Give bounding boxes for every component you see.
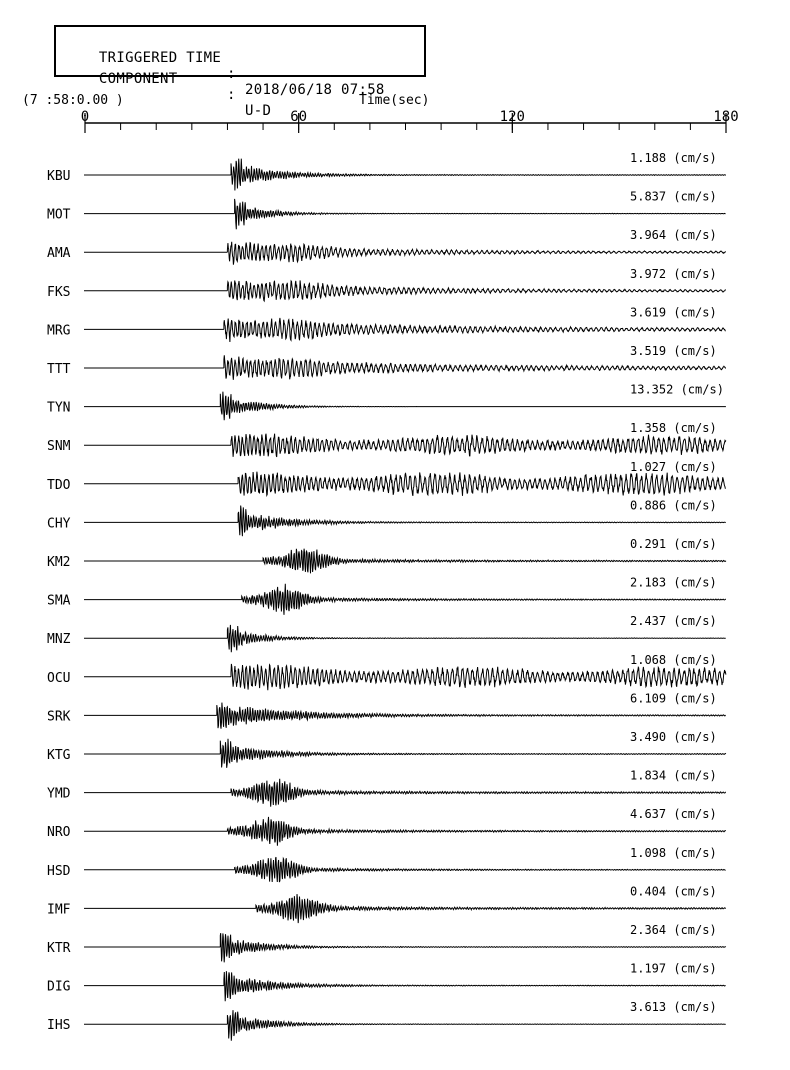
peak-amplitude-label: 13.352 (cm/s) [630,382,724,397]
peak-amplitude-label: 1.197 (cm/s) [630,961,717,976]
waveform-trace [227,817,725,846]
peak-amplitude-label: 2.183 (cm/s) [630,575,717,590]
triggered-time-separator: : [227,66,236,82]
x-tick-label: 120 [499,109,525,125]
component-value: U-D [245,103,272,119]
peak-amplitude-label: 3.519 (cm/s) [630,344,717,358]
peak-amplitude-label: 6.109 (cm/s) [630,691,717,706]
x-tick-label: 60 [290,109,308,125]
station-label: KTR [47,941,71,956]
station-label: SMA [47,593,71,609]
waveform-trace [227,625,725,652]
station-label: TTT [47,362,71,377]
peak-amplitude-label: 0.291 (cm/s) [630,537,717,551]
peak-amplitude-label: 1.834 (cm/s) [630,768,717,783]
station-label: MOT [47,207,71,223]
station-label: KBU [47,169,71,184]
station-label: IMF [47,902,71,918]
peak-amplitude-label: 1.098 (cm/s) [630,845,717,860]
waveform-trace [238,472,726,496]
waveform-trace [227,242,725,265]
waveform-trace [227,1010,725,1041]
station-label: MNZ [47,632,71,648]
peak-amplitude-label: 0.404 (cm/s) [630,884,717,899]
waveform-trace [256,894,726,923]
waveform-trace [235,857,726,882]
peak-amplitude-label: 3.972 (cm/s) [630,266,717,281]
station-label: TDO [47,477,71,493]
x-axis-title: Time(sec) [359,93,430,108]
station-label: MRG [47,323,71,339]
peak-amplitude-label: 2.364 (cm/s) [630,923,717,937]
peak-amplitude-label: 1.027 (cm/s) [630,459,717,474]
peak-amplitude-label: 0.886 (cm/s) [630,498,717,513]
x-tick-label: 180 [713,109,739,125]
waveform-trace [220,933,726,962]
waveform-trace [231,664,726,690]
peak-amplitude-label: 5.837 (cm/s) [630,189,717,204]
start-time-label: (7 :58:0.00 ) [22,93,124,108]
peak-amplitude-label: 3.964 (cm/s) [630,228,717,243]
component-label: COMPONENT [98,71,178,87]
station-label: NRO [47,825,71,841]
station-label: YMD [47,786,71,802]
waveform-trace [231,779,726,807]
peak-amplitude-label: 1.068 (cm/s) [630,652,717,667]
waveform-trace [224,318,726,342]
triggered-time-value: 2018/06/18 07:58 [245,82,385,98]
peak-amplitude-label: 3.619 (cm/s) [630,305,717,320]
peak-amplitude-label: 3.490 (cm/s) [630,730,717,744]
station-label: TYN [47,400,71,416]
station-label: FKS [47,284,71,300]
peak-amplitude-label: 3.613 (cm/s) [630,1000,717,1015]
station-label: SNM [47,439,71,455]
station-label: KM2 [47,555,71,570]
waveform-trace [231,434,726,457]
station-label: IHS [47,1018,71,1034]
station-label: KTG [47,748,71,763]
waveform-trace [263,549,726,574]
station-label: DIG [47,979,71,995]
station-label: OCU [47,670,71,686]
waveform-trace [224,355,726,380]
station-label: SRK [47,709,71,725]
waveform-trace [217,703,726,729]
peak-amplitude-label: 4.637 (cm/s) [630,807,717,822]
x-tick-label: 0 [80,109,90,125]
component-separator: : [227,87,236,103]
waveform-trace [224,971,726,1001]
triggered-time-label: TRIGGERED TIME [98,50,222,66]
station-label: CHY [47,516,71,532]
peak-amplitude-label: 2.437 (cm/s) [630,614,717,629]
station-label: HSD [47,863,71,879]
peak-amplitude-label: 1.188 (cm/s) [630,151,717,165]
station-label: AMA [47,246,71,262]
waveform-trace [227,280,725,301]
peak-amplitude-label: 1.358 (cm/s) [630,421,717,436]
